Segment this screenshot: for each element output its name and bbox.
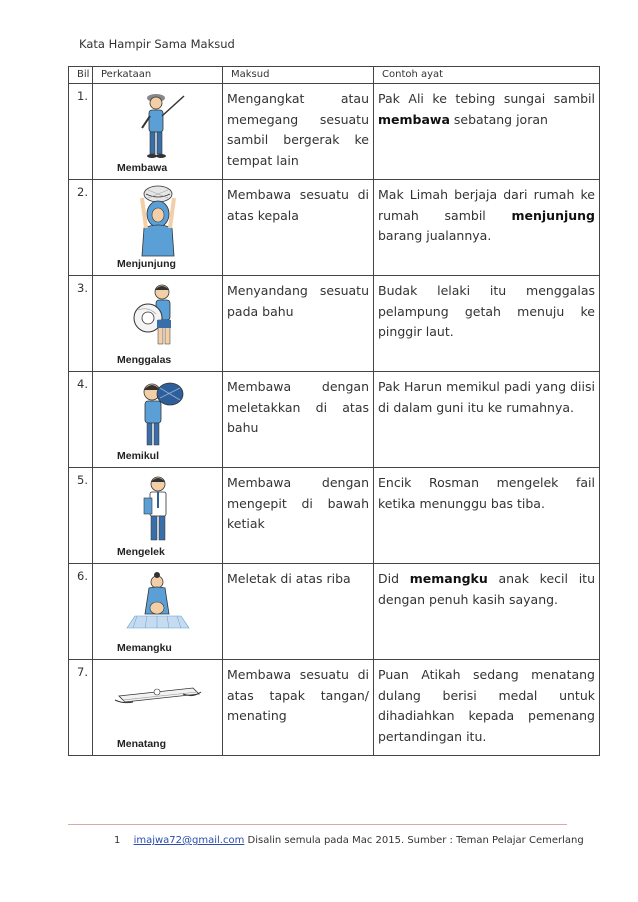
example-sentence (374, 84, 600, 180)
hands-holding-tray-illustration (93, 664, 222, 740)
word-label: Memikul (117, 450, 160, 462)
meaning-text: Mengangkat atau memegang sesuatu sambil bergerak ke tempat lain (223, 84, 374, 180)
example-text: Puan Atikah sedang menatang dulang berisi medal untuk dihadiahkan kepada pemenang pertandingan itu. (378, 667, 595, 744)
word-label: Menatang (117, 738, 167, 750)
boy-carrying-float-illustration (93, 280, 222, 356)
row-number: 5. (69, 468, 93, 564)
example-text: Did (378, 571, 410, 586)
meaning-text: Meletak di atas riba (223, 564, 374, 660)
table-header-row (69, 67, 600, 84)
header-bil: Bil (69, 67, 93, 84)
word-illustration-cell (93, 660, 223, 756)
example-keyword: membawa (378, 111, 450, 127)
word-illustration-cell (93, 84, 223, 180)
table-row (69, 84, 600, 180)
table-row (69, 276, 600, 372)
meaning-text: Menyandang sesuatu pada bahu (223, 276, 374, 372)
example-text: Pak Ali ke tebing sungai sambil (378, 91, 595, 106)
header-perkataan: Perkataan (93, 67, 223, 84)
example-text: Encik Rosman mengelek fail ketika menunggu bas tiba. (378, 475, 595, 511)
header-maksud: Maksud (223, 67, 374, 84)
example-text-end: barang jualannya. (378, 228, 492, 243)
meaning-text: Membawa dengan meletakkan di atas bahu (223, 372, 374, 468)
footer-divider (68, 824, 567, 825)
row-number: 3. (69, 276, 93, 372)
word-label: Membawa (117, 162, 168, 174)
example-text-end: sebatang joran (449, 111, 548, 127)
word-illustration-cell (93, 372, 223, 468)
example-sentence (374, 372, 600, 468)
man-holding-file-under-arm-illustration (93, 472, 222, 548)
page-number: 1 (114, 835, 121, 846)
row-number: 2. (69, 180, 93, 276)
word-illustration-cell (93, 564, 223, 660)
meaning-text: Membawa sesuatu di atas tapak tangan/ menating (223, 660, 374, 756)
example-text: Budak lelaki itu menggalas pelampung getah menuju ke pinggir laut. (378, 283, 595, 339)
word-illustration-cell (93, 276, 223, 372)
footer-note: Disalin semula pada Mac 2015. Sumber : Teman Pelajar Cemerlang (247, 835, 584, 846)
example-sentence (374, 660, 600, 756)
meaning-text: Membawa dengan mengepit di bawah ketiak (223, 468, 374, 564)
row-number: 1. (69, 84, 93, 180)
vocabulary-table (68, 66, 600, 756)
example-keyword: menjunjung (511, 207, 595, 223)
row-number: 6. (69, 564, 93, 660)
man-carrying-sack-illustration (93, 376, 222, 452)
table-row (69, 660, 600, 756)
word-illustration-cell (93, 468, 223, 564)
woman-holding-child-on-lap-illustration (93, 568, 222, 644)
example-sentence (374, 564, 600, 660)
footer (114, 835, 584, 846)
example-sentence (374, 180, 600, 276)
document-title: Kata Hampir Sama Maksud (79, 37, 235, 51)
table-row (69, 564, 600, 660)
example-text: Pak Harun memikul padi yang diisi di dalam guni itu ke rumahnya. (378, 379, 595, 415)
example-text-end: anak kecil itu dengan penuh kasih sayang. (378, 571, 595, 607)
word-label: Menggalas (117, 354, 172, 366)
example-keyword: memangku (409, 571, 488, 586)
meaning-text: Membawa sesuatu di atas kepala (223, 180, 374, 276)
row-number: 7. (69, 660, 93, 756)
header-contoh-ayat: Contoh ayat (374, 67, 600, 84)
word-label: Mengelek (117, 546, 165, 558)
man-carrying-rod-illustration (93, 88, 222, 164)
footer-email-link[interactable]: imajwa72@gmail.com (133, 835, 245, 846)
word-illustration-cell (93, 180, 223, 276)
word-label: Menjunjung (117, 258, 176, 270)
table-row (69, 180, 600, 276)
word-label: Memangku (117, 642, 172, 654)
table-row (69, 468, 600, 564)
example-text: Mak Limah berjaja dari rumah ke rumah sambil (378, 187, 595, 223)
row-number: 4. (69, 372, 93, 468)
woman-carrying-basket-on-head-illustration (93, 184, 222, 260)
example-sentence (374, 276, 600, 372)
example-sentence (374, 468, 600, 564)
table-row (69, 372, 600, 468)
